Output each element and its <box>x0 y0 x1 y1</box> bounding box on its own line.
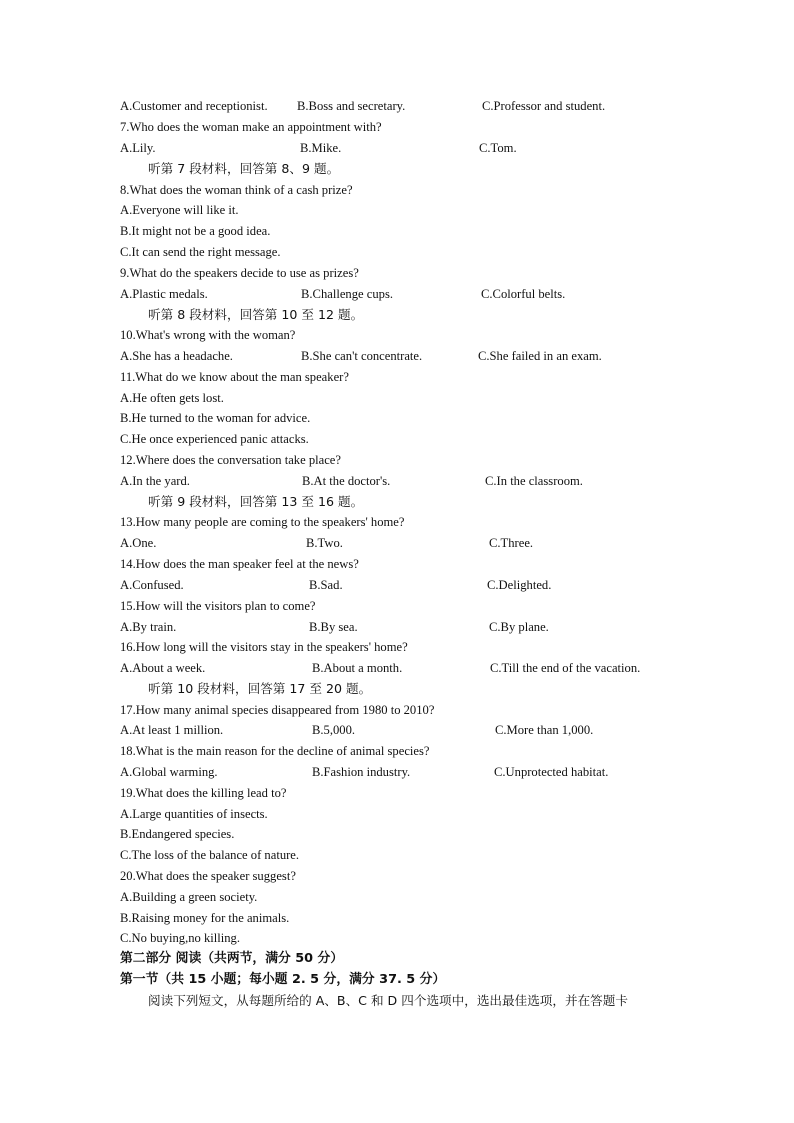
q19-option-b: B.Endangered species. <box>120 827 235 841</box>
q11-option-b: B.He turned to the woman for advice. <box>120 411 311 425</box>
q20-option-c: C.No buying,no killing. <box>120 931 240 945</box>
q20-option-b: B.Raising money for the animals. <box>120 911 290 925</box>
q13-option-c: C.Three. <box>489 536 534 550</box>
q7-option-a: A.Lily. <box>120 141 156 155</box>
q9-option-b: B.Challenge cups. <box>301 287 393 301</box>
q19-question: 19.What does the killing lead to? <box>120 786 287 800</box>
q12-option-b: B.At the doctor's. <box>302 474 391 488</box>
q6-option-c: C.Professor and student. <box>482 99 606 113</box>
section-7-instruction: 听第 7 段材料，回答第 8、9 题。 <box>148 161 340 176</box>
q7-option-b: B.Mike. <box>300 141 342 155</box>
q14-question: 14.How does the man speaker feel at the news? <box>120 557 359 571</box>
q6-option-a: A.Customer and receptionist. <box>120 99 268 113</box>
q19-option-c: C.The loss of the balance of nature. <box>120 848 300 862</box>
q17-option-a: A.At least 1 million. <box>120 723 224 737</box>
q11-option-c: C.He once experienced panic attacks. <box>120 432 309 446</box>
section-1-heading: 第一节（共 15 小题；每小题 2. 5 分，满分 37. 5 分） <box>120 972 446 987</box>
reading-instructions: 阅读下列短文，从每题所给的 A、B、C 和 D 四个选项中，选出最佳选项，并在答题卡 <box>148 993 628 1008</box>
section-8-instruction: 听第 8 段材料，回答第 10 至 12 题。 <box>148 307 364 322</box>
q12-question: 12.Where does the conversation take place? <box>120 453 341 467</box>
q18-option-b: B.Fashion industry. <box>312 765 411 779</box>
q20-question: 20.What does the speaker suggest? <box>120 869 296 883</box>
q17-option-b: B.5,000. <box>312 723 356 737</box>
q9-option-c: C.Colorful belts. <box>481 287 566 301</box>
q12-option-a: A.In the yard. <box>120 474 190 488</box>
q16-option-c: C.Till the end of the vacation. <box>490 661 641 675</box>
q18-question: 18.What is the main reason for the decline of animal species? <box>120 744 430 758</box>
q10-option-a: A.She has a headache. <box>120 349 233 363</box>
q16-question: 16.How long will the visitors stay in the speakers' home? <box>120 640 408 654</box>
q18-option-c: C.Unprotected habitat. <box>494 765 609 779</box>
q16-option-a: A.About a week. <box>120 661 206 675</box>
q14-option-c: C.Delighted. <box>487 578 552 592</box>
q17-option-c: C.More than 1,000. <box>495 723 594 737</box>
q15-option-b: B.By sea. <box>309 620 358 634</box>
q8-option-b: B.It might not be a good idea. <box>120 224 271 238</box>
q10-option-b: B.She can't concentrate. <box>301 349 423 363</box>
q6-option-b: B.Boss and secretary. <box>297 99 406 113</box>
q10-question: 10.What's wrong with the woman? <box>120 328 296 342</box>
q13-option-a: A.One. <box>120 536 157 550</box>
q9-question: 9.What do the speakers decide to use as prizes? <box>120 266 359 280</box>
q18-option-a: A.Global warming. <box>120 765 218 779</box>
q13-question: 13.How many people are coming to the speakers' home? <box>120 515 405 529</box>
q13-option-b: B.Two. <box>306 536 343 550</box>
q14-option-a: A.Confused. <box>120 578 184 592</box>
section-10-instruction: 听第 10 段材料，回答第 17 至 20 题。 <box>148 681 372 696</box>
q15-question: 15.How will the visitors plan to come? <box>120 599 316 613</box>
q15-option-c: C.By plane. <box>489 620 549 634</box>
q8-question: 8.What does the woman think of a cash prize? <box>120 183 353 197</box>
q7-question: 7.Who does the woman make an appointment with? <box>120 120 382 134</box>
q10-option-c: C.She failed in an exam. <box>478 349 602 363</box>
q20-option-a: A.Building a green society. <box>120 890 258 904</box>
q8-option-a: A.Everyone will like it. <box>120 203 239 217</box>
q11-question: 11.What do we know about the man speaker? <box>120 370 349 384</box>
part-2-heading: 第二部分 阅读（共两节，满分 50 分） <box>120 951 344 966</box>
q16-option-b: B.About a month. <box>312 661 403 675</box>
q12-option-c: C.In the classroom. <box>485 474 583 488</box>
q15-option-a: A.By train. <box>120 620 177 634</box>
q7-option-c: C.Tom. <box>479 141 517 155</box>
section-9-instruction: 听第 9 段材料，回答第 13 至 16 题。 <box>148 494 364 509</box>
q9-option-a: A.Plastic medals. <box>120 287 208 301</box>
q11-option-a: A.He often gets lost. <box>120 391 224 405</box>
q19-option-a: A.Large quantities of insects. <box>120 807 268 821</box>
q14-option-b: B.Sad. <box>309 578 343 592</box>
q17-question: 17.How many animal species disappeared from 1980 to 2010? <box>120 703 435 717</box>
q8-option-c: C.It can send the right message. <box>120 245 281 259</box>
